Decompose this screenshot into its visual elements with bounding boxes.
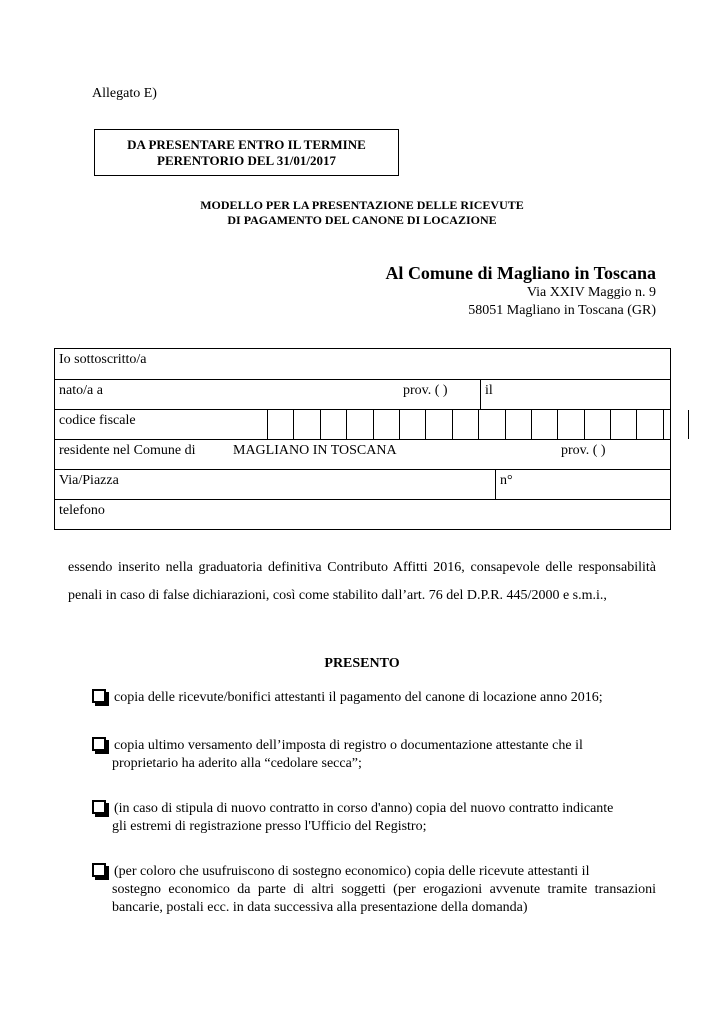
nato-label: nato/a a bbox=[59, 383, 103, 398]
codice-fiscale-label: codice fiscale bbox=[59, 413, 136, 428]
presento-heading: PRESENTO bbox=[324, 656, 400, 671]
cf-cell[interactable] bbox=[636, 410, 662, 439]
row-via[interactable] bbox=[55, 470, 670, 500]
residente-label: residente nel Comune di bbox=[59, 443, 196, 458]
recipient-address bbox=[385, 262, 656, 320]
document-title bbox=[0, 198, 724, 228]
prov-label: prov. ( ) bbox=[403, 383, 448, 398]
numero-label: n° bbox=[500, 473, 513, 488]
applicant-form-table bbox=[54, 348, 671, 530]
list-item bbox=[92, 737, 656, 773]
item-text: copia delle ricevute/bonifici attestanti il pagamento del canone di locazione anno 2016; bbox=[114, 690, 603, 705]
cf-cell[interactable] bbox=[610, 410, 636, 439]
cf-cell[interactable] bbox=[663, 410, 689, 439]
list-item bbox=[92, 689, 656, 707]
title-line-1: MODELLO PER LA PRESENTAZIONE DELLE RICEVUTE bbox=[200, 198, 524, 212]
deadline-line-1: DA PRESENTARE ENTRO IL TERMINE bbox=[127, 137, 366, 152]
cf-cell[interactable] bbox=[267, 410, 293, 439]
recipient-city: 58051 Magliano in Toscana (GR) bbox=[468, 303, 656, 318]
checkbox-icon[interactable] bbox=[92, 800, 106, 814]
item-text-continued: gli estremi di registrazione presso l'Ufficio del Registro; bbox=[112, 819, 427, 834]
recipient-street: Via XXIV Maggio n. 9 bbox=[526, 285, 656, 300]
checkbox-icon[interactable] bbox=[92, 863, 106, 877]
deadline-box bbox=[94, 129, 399, 176]
il-label: il bbox=[485, 383, 493, 398]
cf-cell[interactable] bbox=[505, 410, 531, 439]
item-text: (in caso di stipula di nuovo contratto in corso d'anno) copia del nuovo contratto indicante bbox=[114, 801, 614, 816]
cf-cell[interactable] bbox=[425, 410, 451, 439]
item-text-continued: sostegno economico da parte di altri soggetti (per erogazioni avvenute tramite transazioni bancarie, postali ecc. in data successiva alla presentazione della domanda) bbox=[112, 882, 656, 915]
telefono-label: telefono bbox=[59, 503, 105, 518]
cf-cell[interactable] bbox=[531, 410, 557, 439]
list-item bbox=[92, 863, 656, 917]
row-telefono[interactable] bbox=[55, 500, 670, 529]
attachment-label: Allegato E) bbox=[92, 86, 157, 101]
cf-cell[interactable] bbox=[557, 410, 583, 439]
cf-cell[interactable] bbox=[478, 410, 504, 439]
item-text-continued: proprietario ha aderito alla “cedolare secca”; bbox=[112, 756, 362, 771]
cf-cell[interactable] bbox=[452, 410, 478, 439]
cf-cell[interactable] bbox=[373, 410, 399, 439]
declaration-paragraph: essendo inserito nella graduatoria definitiva Contributo Affitti 2016, consapevole delle responsabilità penali in caso di false dichiarazioni, così come stabilito dall’art. 76 del D.P.R. 445/2000 e s.m.i., bbox=[68, 560, 656, 603]
checkbox-icon[interactable] bbox=[92, 689, 106, 703]
cf-cell[interactable] bbox=[293, 410, 319, 439]
recipient-name: Al Comune di Magliano in Toscana bbox=[385, 263, 656, 283]
row-residente[interactable] bbox=[55, 440, 670, 470]
title-line-2: DI PAGAMENTO DEL CANONE DI LOCAZIONE bbox=[227, 213, 497, 227]
checkbox-icon[interactable] bbox=[92, 737, 106, 751]
codice-fiscale-cells[interactable] bbox=[267, 410, 689, 439]
deadline-line-2: PERENTORIO DEL 31/01/2017 bbox=[157, 153, 336, 168]
row-codice-fiscale[interactable] bbox=[55, 410, 670, 440]
row-nato[interactable] bbox=[55, 380, 670, 410]
cf-cell[interactable] bbox=[346, 410, 372, 439]
divider bbox=[495, 470, 496, 499]
item-text: copia ultimo versamento dell’imposta di registro o documentazione attestante che il bbox=[114, 738, 583, 753]
residente-value: MAGLIANO IN TOSCANA bbox=[233, 443, 397, 458]
divider bbox=[480, 380, 481, 409]
item-text: (per coloro che usufruiscono di sostegno economico) copia delle ricevute attestanti il bbox=[114, 864, 590, 879]
cf-cell[interactable] bbox=[399, 410, 425, 439]
cf-cell[interactable] bbox=[320, 410, 346, 439]
row-sottoscritto[interactable] bbox=[55, 349, 670, 380]
cf-cell[interactable] bbox=[584, 410, 610, 439]
prov2-label: prov. ( ) bbox=[561, 443, 606, 458]
via-label: Via/Piazza bbox=[59, 473, 119, 488]
list-item bbox=[92, 800, 656, 836]
sottoscritto-label: Io sottoscritto/a bbox=[59, 352, 147, 367]
